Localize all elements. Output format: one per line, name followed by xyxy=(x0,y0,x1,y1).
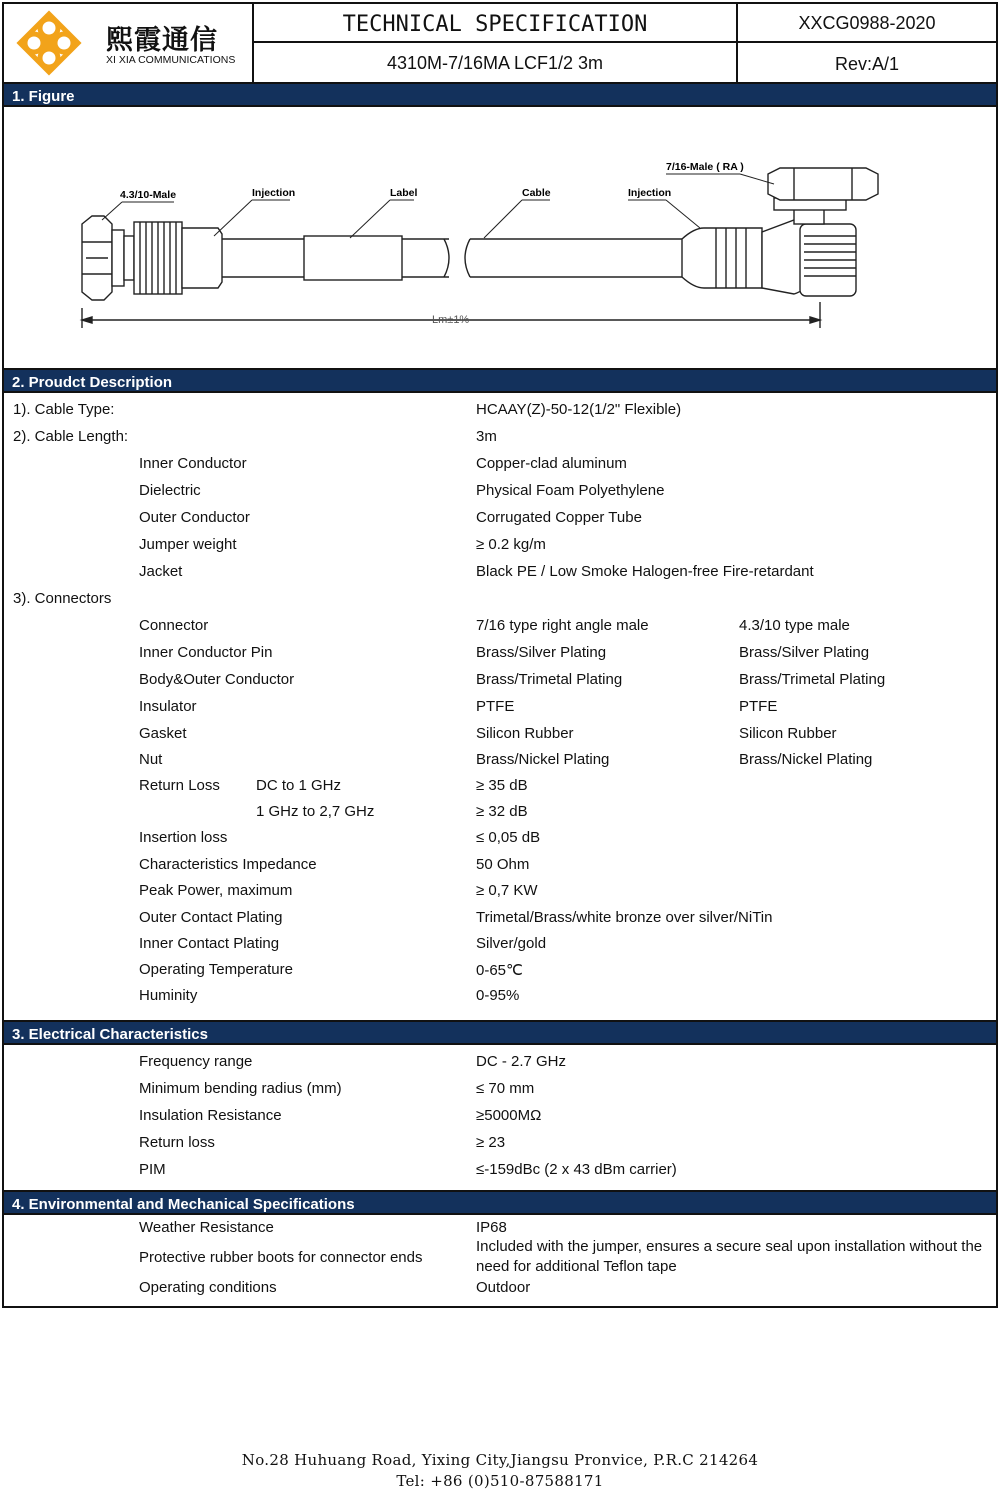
length-dimension-label: Lm±1% xyxy=(432,314,470,326)
spec-label: Jumper weight xyxy=(139,536,237,553)
spec-value: 0-65℃ xyxy=(476,962,523,979)
id-cell xyxy=(738,4,996,82)
connectors-label: 3). Connectors xyxy=(13,590,112,607)
section-environmental-header: 4. Environmental and Mechanical Specifications xyxy=(4,1190,996,1215)
weather-resistance-label: Weather Resistance xyxy=(139,1219,274,1236)
spec-value: Silver/gold xyxy=(476,935,547,952)
company-logo-icon xyxy=(16,10,82,76)
right-connector-label: 7/16-Male ( RA ) xyxy=(666,161,744,173)
section-figure-header: 1. Figure xyxy=(4,82,996,107)
operating-conditions-value: Outdoor xyxy=(476,1279,531,1296)
company-name-en: XI XIA COMMUNICATIONS xyxy=(106,54,236,66)
electrical-label: Minimum bending radius (mm) xyxy=(139,1080,342,1097)
section-electrical-header: 3. Electrical Characteristics xyxy=(4,1020,996,1045)
spec-label: Inner Contact Plating xyxy=(139,935,280,952)
left-connector-label: 4.3/10-Male xyxy=(120,189,177,201)
connector-spec-label: Inner Conductor Pin xyxy=(139,644,273,661)
electrical-value: ≥5000MΩ xyxy=(476,1107,542,1124)
spec-label: Operating Temperature xyxy=(139,961,293,978)
figure-drawing xyxy=(4,112,996,368)
sleeve-label: Label xyxy=(390,187,418,199)
cable-type-value: HCAAY(Z)-50-12(1/2" Flexible) xyxy=(476,401,682,418)
cable-length-label: 2). Cable Length: xyxy=(13,428,129,445)
connector-spec-label: Body&Outer Conductor xyxy=(139,671,295,688)
connector-spec-value-a: Brass/Trimetal Plating xyxy=(476,671,623,688)
rubber-boots-label: Protective rubber boots for connector ends xyxy=(139,1249,423,1266)
cable-assembly-drawing xyxy=(4,112,996,368)
connector-spec-value-b: Brass/Trimetal Plating xyxy=(739,671,886,688)
spec-value: ≤ 0,05 dB xyxy=(476,829,541,846)
connector-spec-value-b: 4.3/10 type male xyxy=(739,617,850,634)
electrical-value: ≤-159dBc (2 x 43 dBm carrier) xyxy=(476,1161,677,1178)
spec-label: Jacket xyxy=(139,563,183,580)
connector-spec-value-b: Silicon Rubber xyxy=(739,725,837,742)
connector-spec-value-a: Silicon Rubber xyxy=(476,725,574,742)
operating-conditions-label: Operating conditions xyxy=(139,1279,277,1296)
document-revision: Rev:A/1 xyxy=(834,54,900,74)
spec-value: Physical Foam Polyethylene xyxy=(476,482,665,499)
spec-value: ≥ 0.2 kg/m xyxy=(476,536,546,553)
footer-address: No.28 Huhuang Road, Yixing City,Jiangsu Pronvice, P.R.C 214264 xyxy=(241,1451,759,1469)
product-model: 4310M-7/16MA LCF1/2 3m xyxy=(386,53,604,73)
spec-value: 50 Ohm xyxy=(476,856,530,873)
electrical-value: ≤ 70 mm xyxy=(476,1080,535,1097)
connector-spec-label: Gasket xyxy=(139,725,187,742)
document-id: XXCG0988-2020 xyxy=(738,4,996,43)
spec-value: Corrugated Copper Tube xyxy=(476,509,642,526)
connector-spec-value-b: Brass/Silver Plating xyxy=(739,644,870,661)
connector-spec-label: Insulator xyxy=(139,698,197,715)
spec-label: Insertion loss xyxy=(139,829,228,846)
spec-label: Inner Conductor xyxy=(139,455,247,472)
spec-value: Copper-clad aluminum xyxy=(476,455,627,472)
rubber-boots-value: Included with the jumper, ensures a secure seal upon installation without the need for additional Teflon tape xyxy=(476,1238,983,1275)
return-loss-value: ≥ 32 dB xyxy=(476,803,528,820)
electrical-value: ≥ 23 xyxy=(476,1134,506,1151)
spec-value: 0-95% xyxy=(476,987,520,1004)
electrical-value: DC - 2.7 GHz xyxy=(476,1053,567,1070)
connector-spec-value-b: PTFE xyxy=(739,698,778,715)
connector-spec-value-b: Brass/Nickel Plating xyxy=(739,751,873,768)
electrical-label: Insulation Resistance xyxy=(139,1107,282,1124)
company-name-cn: 熙霞通信 xyxy=(106,25,218,56)
title-cell xyxy=(254,4,738,82)
footer-telephone: Tel: +86 (0)510-87588171 xyxy=(396,1472,604,1490)
spec-value: Black PE / Low Smoke Halogen-free Fire-retardant xyxy=(476,563,814,580)
connector-spec-value-a: Brass/Nickel Plating xyxy=(476,751,610,768)
return-loss-value: ≥ 35 dB xyxy=(476,777,528,794)
connector-spec-value-a: PTFE xyxy=(476,698,515,715)
cable-type-label: 1). Cable Type: xyxy=(13,401,115,418)
connector-spec-value-a: 7/16 type right angle male xyxy=(476,617,649,634)
injection-right-label: Injection xyxy=(628,187,672,199)
spec-value: ≥ 0,7 KW xyxy=(476,882,538,899)
cable-label: Cable xyxy=(522,187,551,199)
connector-spec-label: Connector xyxy=(139,617,209,634)
spec-label: Characteristics Impedance xyxy=(139,856,317,873)
header xyxy=(4,4,996,82)
spec-label: Huminity xyxy=(139,987,198,1004)
connector-spec-label: Nut xyxy=(139,751,163,768)
spec-label: Outer Contact Plating xyxy=(139,909,283,926)
spec-label: Outer Conductor xyxy=(139,509,250,526)
connector-spec-value-a: Brass/Silver Plating xyxy=(476,644,607,661)
weather-resistance-value: IP68 xyxy=(476,1219,507,1236)
document-title: TECHNICAL SPECIFICATION xyxy=(254,4,736,43)
electrical-label: PIM xyxy=(139,1161,166,1178)
spec-label: Peak Power, maximum xyxy=(139,882,293,899)
injection-left-label: Injection xyxy=(252,187,296,199)
spec-value: Trimetal/Brass/white bronze over silver/NiTin xyxy=(476,909,773,926)
return-loss-label: Return Loss xyxy=(139,777,220,794)
spec-sheet xyxy=(2,2,998,1308)
electrical-label: Return loss xyxy=(139,1134,215,1151)
cable-length-value: 3m xyxy=(476,428,497,445)
spec-label: Dielectric xyxy=(139,482,201,499)
return-loss-range: DC to 1 GHz xyxy=(256,777,342,794)
section-description-header: 2. Proudct Description xyxy=(4,368,996,393)
electrical-label: Frequency range xyxy=(139,1053,253,1070)
return-loss-range: 1 GHz to 2,7 GHz xyxy=(256,803,375,820)
logo-cell xyxy=(4,4,254,82)
